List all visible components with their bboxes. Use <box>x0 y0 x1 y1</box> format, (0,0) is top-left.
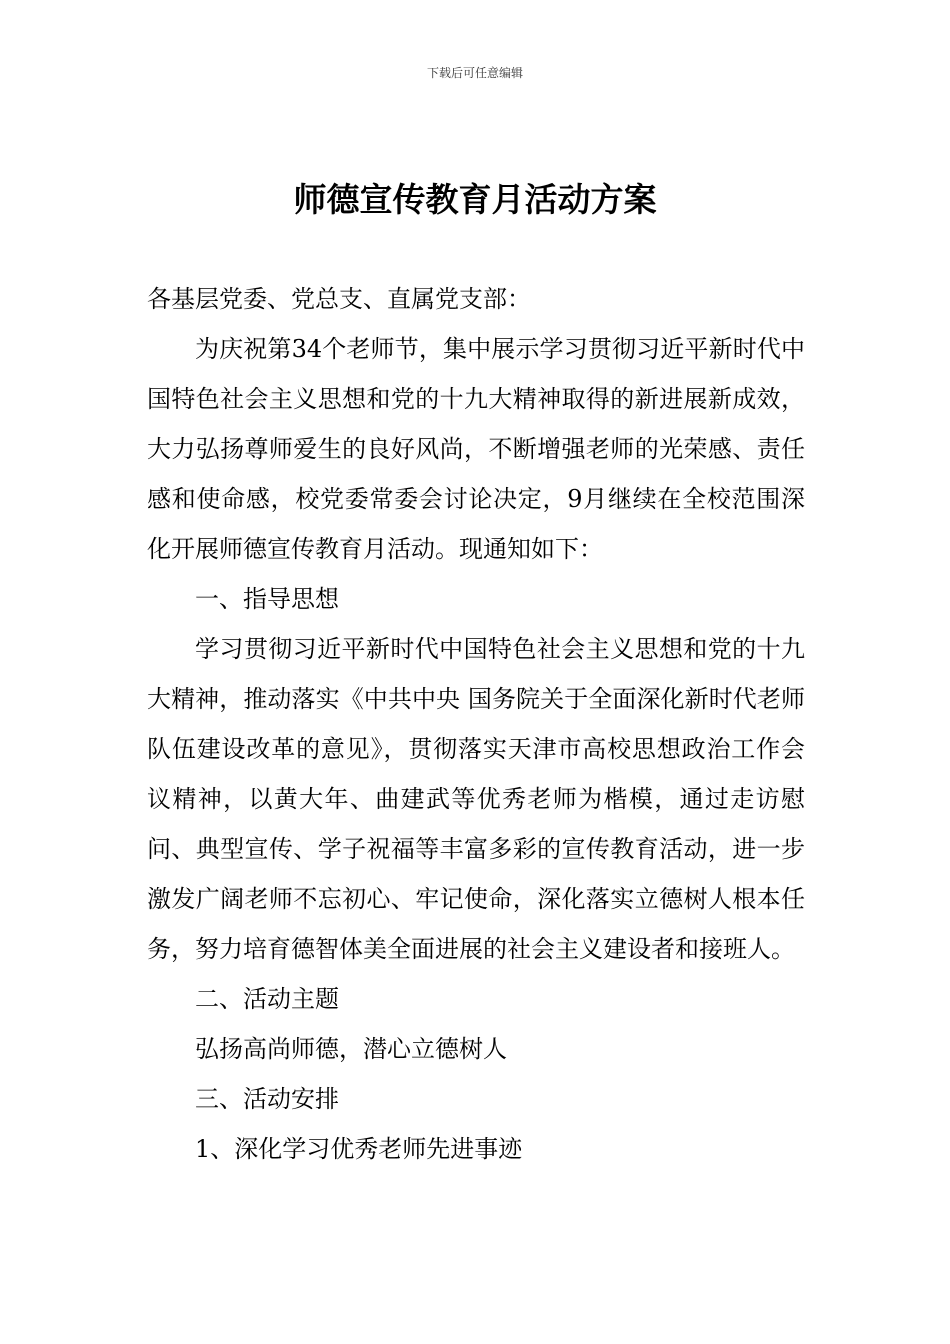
page-header-note: 下载后可任意编辑 <box>426 66 523 80</box>
document-title: 师德宣传教育月活动方案 <box>293 180 657 219</box>
intro-paragraph: 为庆祝第34个老师节，集中展示学习贯彻习近平新时代中国特色社会主义思想和党的十九大精神取得的新进展新成效，大力弘扬尊师爱生的良好风尚，不断增强老师的光荣感、责任感和使命感，校党委常委会讨论决定，9月继续在全校范围深化开展师德宣传教育月活动。现通知如下： <box>147 335 805 563</box>
section1-heading: 一、指导思想 <box>195 585 339 613</box>
document-body <box>147 274 805 1174</box>
salutation: 各基层党委、党总支、直属党支部： <box>147 285 531 313</box>
section3-heading: 三、活动安排 <box>195 1085 339 1113</box>
section1-paragraph: 学习贯彻习近平新时代中国特色社会主义思想和党的十九大精神，推动落实《中共中央 国务院关于全面深化新时代老师队伍建设改革的意见》，贯彻落实天津市高校思想政治工作会议精神，以黄大年、曲建武等优秀老师为楷模，通过走访慰问、典型宣传、学子祝福等丰富多彩的宣传教育活动，进一步激发广阔老师不忘初心、牢记使命，深化落实立德树人根本任务，努力培育德智体美全面进展的社会主义建设者和接班人。 <box>147 635 805 963</box>
section2-heading: 二、活动主题 <box>195 985 339 1013</box>
section2-paragraph: 弘扬高尚师德，潜心立德树人 <box>195 1035 507 1063</box>
section3-item-1: 1、深化学习优秀老师先进事迹 <box>195 1135 523 1163</box>
